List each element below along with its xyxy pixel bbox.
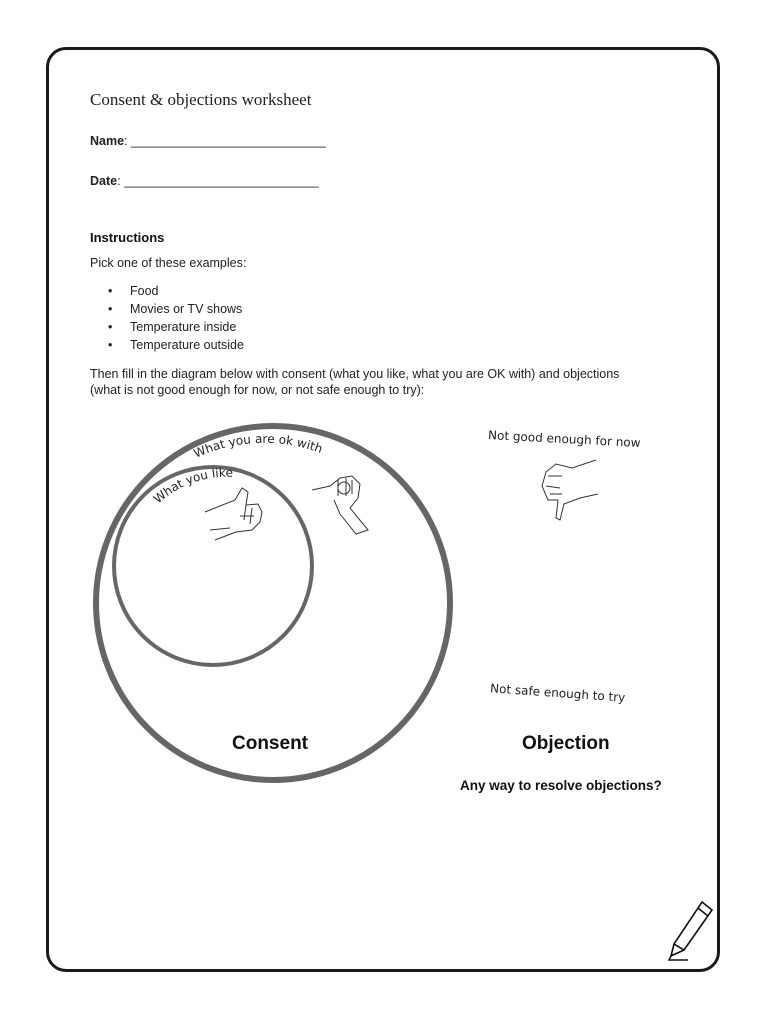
instructions-intro: Pick one of these examples: <box>90 256 247 270</box>
inner-circle <box>114 467 312 665</box>
ok-hand-icon <box>312 476 368 534</box>
list-item: • Temperature inside <box>108 318 244 336</box>
consent-label: Consent <box>232 733 308 754</box>
inner-circle-label: What you like <box>150 465 234 507</box>
name-blank: : ____________________________ <box>124 134 326 148</box>
not-good-enough-label: Not good enough for now <box>487 428 641 450</box>
not-safe-enough-label: Not safe enough to try <box>489 681 626 705</box>
worksheet-title: Consent & objections worksheet <box>90 90 312 109</box>
instructions-heading: Instructions <box>90 230 165 245</box>
thumbs-down-icon <box>542 460 598 520</box>
list-item: • Temperature outside <box>108 336 244 354</box>
date-blank: : ____________________________ <box>117 174 319 188</box>
name-label: Name <box>90 134 125 148</box>
objection-label: Objection <box>522 733 610 754</box>
outer-circle <box>96 426 450 780</box>
outer-circle-label: What you are ok with <box>191 431 325 461</box>
pencil-icon <box>668 898 714 962</box>
resolve-objections-question: Any way to resolve objections? <box>460 778 662 793</box>
then-instructions: Then fill in the diagram below with consent (what you like, what you are OK with) and objections (what is not good enough for now, or not safe enough to try): <box>90 367 620 397</box>
thumbs-up-icon <box>205 488 262 540</box>
list-item: • Movies or TV shows <box>108 300 244 318</box>
date-label: Date <box>90 174 118 188</box>
list-item: • Food <box>108 282 244 300</box>
